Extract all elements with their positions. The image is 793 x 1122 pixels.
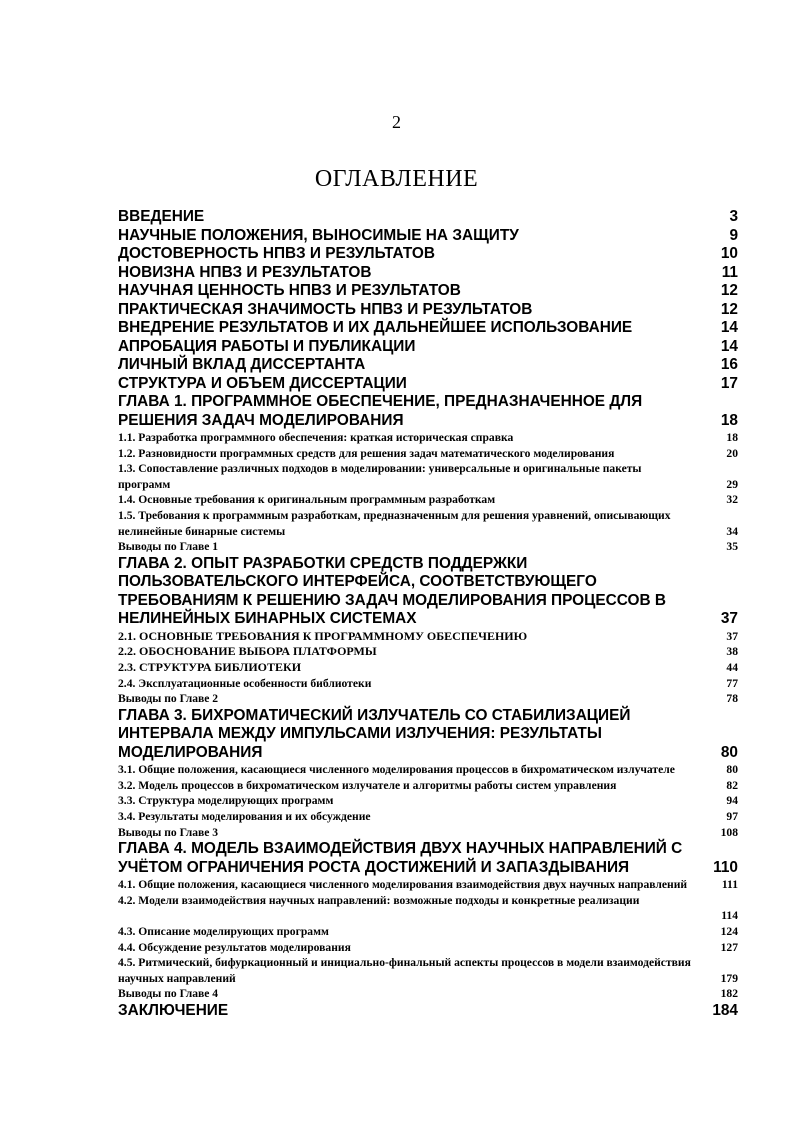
toc-entry-title: 1.4. Основные требования к оригинальным программным разработкам bbox=[118, 493, 496, 507]
toc-entry[interactable] bbox=[118, 539, 738, 555]
toc-entry-page: 29 bbox=[726, 477, 738, 491]
toc-entry[interactable] bbox=[118, 338, 738, 357]
toc-entry-page: 114 bbox=[721, 909, 738, 923]
toc-entry-title: ВНЕДРЕНИЕ РЕЗУЛЬТАТОВ И ИХ ДАЛЬНЕЙШЕЕ ИСПОЛЬЗОВАНИЕ bbox=[118, 319, 633, 336]
toc-entry-page: 80 bbox=[720, 743, 738, 761]
toc-entry-page: 111 bbox=[721, 878, 738, 892]
toc-entry-title: НАУЧНАЯ ЦЕННОСТЬ НПВЗ И РЕЗУЛЬТАТОВ bbox=[118, 282, 461, 299]
toc-entry-page: 14 bbox=[720, 337, 738, 355]
toc-entry-title: ГЛАВА 1. ПРОГРАММНОЕ ОБЕСПЕЧЕНИЕ, ПРЕДНАЗНАЧЕННОЕ ДЛЯ РЕШЕНИЯ ЗАДАЧ МОДЕЛИРОВАНИЯ bbox=[118, 393, 643, 429]
toc-entry-page: 14 bbox=[720, 319, 738, 336]
toc-entry-title: ДОСТОВЕРНОСТЬ НПВЗ И РЕЗУЛЬТАТОВ bbox=[118, 245, 435, 262]
toc-entry[interactable] bbox=[118, 940, 738, 956]
toc-entry[interactable] bbox=[118, 644, 738, 660]
toc-entry-page: 35 bbox=[726, 540, 738, 554]
toc-entry-title: 4.2. Модели взаимодействия научных направлений: возможные подходы и конкретные реализации bbox=[118, 893, 640, 907]
toc-entry[interactable] bbox=[118, 430, 738, 446]
toc-entry-page: 9 bbox=[729, 226, 738, 244]
toc-entry[interactable] bbox=[118, 461, 738, 492]
toc-entry-title: Выводы по Главе 2 bbox=[118, 692, 219, 706]
toc-entry-title: Выводы по Главе 3 bbox=[118, 825, 219, 839]
toc-entry-title: ВВЕДЕНИЕ bbox=[118, 208, 205, 225]
toc-entry-page: 37 bbox=[720, 610, 738, 628]
toc-entry-title: Выводы по Главе 1 bbox=[118, 540, 219, 554]
toc-entry-page: 18 bbox=[720, 411, 738, 429]
toc-entry-title: 2.2. ОБОСНОВАНИЕ ВЫБОРА ПЛАТФОРМЫ bbox=[118, 644, 377, 659]
toc-entry-page: 44 bbox=[726, 660, 738, 674]
toc-entry-title: СТРУКТУРА И ОБЪЕМ ДИССЕРТАЦИИ bbox=[118, 374, 407, 392]
toc-entry-title: 1.1. Разработка программного обеспечения: краткая историческая справка bbox=[118, 431, 514, 444]
toc-entry[interactable] bbox=[118, 301, 738, 320]
toc-entry-page: 18 bbox=[726, 431, 738, 444]
toc-entry-page: 80 bbox=[726, 763, 738, 777]
toc-entry-page: 179 bbox=[720, 971, 738, 985]
toc-entry-title: 2.4. Эксплуатационные особенности библиотеки bbox=[118, 676, 372, 690]
toc-entry[interactable] bbox=[118, 778, 738, 794]
toc-entry[interactable] bbox=[118, 691, 738, 707]
toc-entry-page: 127 bbox=[720, 940, 738, 954]
toc-entry[interactable] bbox=[118, 555, 738, 629]
toc-entry-title: АПРОБАЦИЯ РАБОТЫ И ПУБЛИКАЦИИ bbox=[118, 337, 416, 355]
toc-entry-title: ПРАКТИЧЕСКАЯ ЗНАЧИМОСТЬ НПВЗ И РЕЗУЛЬТАТОВ bbox=[118, 300, 533, 318]
toc-entry-title: 3.4. Результаты моделирования и их обсуждение bbox=[118, 810, 371, 823]
toc-entry-page: 108 bbox=[720, 825, 738, 839]
toc-entry-title: 3.1. Общие положения, касающиеся численного моделирования процессов в бихроматическом излучателе bbox=[118, 763, 675, 777]
toc-entry[interactable] bbox=[118, 227, 738, 246]
toc-entry[interactable] bbox=[118, 924, 738, 940]
toc-entry-title: 4.4. Обсуждение результатов моделирования bbox=[118, 940, 351, 954]
toc-entry[interactable] bbox=[118, 707, 738, 763]
toc-entry-title: ГЛАВА 2. ОПЫТ РАЗРАБОТКИ СРЕДСТВ ПОДДЕРЖКИ ПОЛЬЗОВАТЕЛЬСКОГО ИНТЕРФЕЙСА, СООТВЕТСТВУЮЩЕГО ТРЕБОВАНИЯМ К РЕШЕНИЮ ЗАДАЧ МОДЕЛИРОВАНИЯ ПРОЦЕССОВ В НЕЛИНЕЙНЫХ БИНАРНЫХ СИСТЕМАХ bbox=[118, 554, 666, 628]
toc-entry[interactable] bbox=[118, 629, 738, 645]
toc-entry-page: 82 bbox=[726, 778, 738, 792]
toc-entry-title: 2.3. СТРУКТУРА БИБЛИОТЕКИ bbox=[118, 659, 302, 674]
toc-entry[interactable] bbox=[118, 793, 738, 809]
toc-entry-title: НАУЧНЫЕ ПОЛОЖЕНИЯ, ВЫНОСИМЫЕ НА ЗАЩИТУ bbox=[118, 226, 519, 244]
toc-entry[interactable] bbox=[118, 986, 738, 1002]
toc-entry[interactable] bbox=[118, 762, 738, 778]
toc-entry-title: 1.5. Требования к программным разработкам, предназначенным для решения уравнений, описывающих нелинейные бинарные системы bbox=[118, 508, 671, 538]
toc-entry-title: 4.5. Ритмический, бифуркационный и инициально-финальный аспекты процессов в модели взаимодействия научных направлений bbox=[118, 956, 691, 985]
toc-entry-page: 124 bbox=[720, 924, 738, 938]
toc-entry-title: 3.2. Модель процессов в бихроматическом излучателе и алгоритмы работы систем управления bbox=[118, 778, 617, 792]
toc-entry-page: 16 bbox=[720, 356, 738, 373]
toc-entry-page: 77 bbox=[726, 676, 738, 690]
toc-entry-page: 94 bbox=[726, 794, 738, 808]
toc-entry[interactable] bbox=[118, 492, 738, 508]
toc-entry-page: 20 bbox=[726, 446, 738, 460]
toc-entry[interactable] bbox=[118, 676, 738, 692]
page-number: 2 bbox=[392, 112, 401, 132]
toc-entry[interactable] bbox=[118, 840, 738, 877]
toc-entry-title: 1.3. Сопоставление различных подходов в моделировании: универсальные и оригинальные пакеты программ bbox=[118, 462, 642, 491]
toc-entry-page: 3 bbox=[729, 208, 738, 225]
toc-entry[interactable] bbox=[118, 955, 738, 986]
toc-entry-page: 12 bbox=[720, 282, 738, 299]
toc-entry-page: 97 bbox=[726, 810, 738, 823]
toc-entry-page: 184 bbox=[712, 1001, 738, 1019]
toc-entry-title: ЗАКЛЮЧЕНИЕ bbox=[118, 1001, 229, 1019]
toc-entry[interactable] bbox=[118, 208, 738, 227]
toc-entry-page: 182 bbox=[720, 987, 738, 1001]
toc-entry-title: 4.3. Описание моделирующих программ bbox=[118, 924, 329, 938]
toc-entry-title: НОВИЗНА НПВЗ И РЕЗУЛЬТАТОВ bbox=[118, 263, 372, 281]
toc-entry-page: 37 bbox=[726, 629, 738, 643]
toc-entry-title: Выводы по Главе 4 bbox=[118, 987, 219, 1001]
toc-entry-page: 32 bbox=[726, 493, 738, 507]
toc-entry[interactable] bbox=[118, 319, 738, 338]
table-of-contents bbox=[118, 208, 738, 1020]
toc-entry[interactable] bbox=[118, 446, 738, 462]
toc-entry-page: 17 bbox=[720, 374, 738, 392]
toc-entry-page: 12 bbox=[720, 300, 738, 318]
toc-entry[interactable] bbox=[118, 282, 738, 301]
toc-entry[interactable] bbox=[118, 809, 738, 825]
toc-entry[interactable] bbox=[118, 375, 738, 394]
toc-entry[interactable] bbox=[118, 508, 738, 539]
toc-entry[interactable] bbox=[118, 356, 738, 375]
toc-entry[interactable] bbox=[118, 825, 738, 841]
toc-entry[interactable] bbox=[118, 877, 738, 893]
toc-entry[interactable] bbox=[118, 660, 738, 676]
toc-entry-page: 11 bbox=[721, 263, 738, 281]
toc-entry[interactable] bbox=[118, 264, 738, 283]
toc-entry-page: 34 bbox=[726, 524, 738, 538]
toc-entry-page: 10 bbox=[720, 245, 738, 262]
toc-entry-page: 78 bbox=[726, 692, 738, 706]
toc-entry-page: 38 bbox=[726, 645, 738, 659]
toc-entry-title: 4.1. Общие положения, касающиеся численного моделирования взаимодействия двух научных направлений bbox=[118, 878, 688, 892]
toc-entry-page: 110 bbox=[713, 858, 738, 876]
toc-entry-title: 3.3. Структура моделирующих программ bbox=[118, 794, 334, 808]
toc-entry-title: ЛИЧНЫЙ ВКЛАД ДИССЕРТАНТА bbox=[118, 356, 366, 373]
toc-entry[interactable] bbox=[118, 893, 738, 924]
toc-entry[interactable] bbox=[118, 393, 738, 430]
toc-entry-title: 2.1. ОСНОВНЫЕ ТРЕБОВАНИЯ К ПРОГРАММНОМУ ОБЕСПЕЧЕНИЮ bbox=[118, 628, 528, 643]
toc-entry-title: ГЛАВА 3. БИХРОМАТИЧЕСКИЙ ИЗЛУЧАТЕЛЬ СО СТАБИЛИЗАЦИЕЙ ИНТЕРВАЛА МЕЖДУ ИМПУЛЬСАМИ ИЗЛУЧЕНИЯ: РЕЗУЛЬТАТЫ МОДЕЛИРОВАНИЯ bbox=[118, 706, 631, 761]
toc-entry[interactable] bbox=[118, 1002, 738, 1021]
toc-entry[interactable] bbox=[118, 245, 738, 264]
toc-title: ОГЛАВЛЕНИЕ bbox=[314, 166, 479, 192]
toc-entry-title: ГЛАВА 4. МОДЕЛЬ ВЗАИМОДЕЙСТВИЯ ДВУХ НАУЧНЫХ НАПРАВЛЕНИЙ С УЧЁТОМ ОГРАНИЧЕНИЯ РОСТА ДОСТИЖЕНИЙ И ЗАПАЗДЫВАНИЯ bbox=[118, 840, 683, 876]
toc-entry-title: 1.2. Разновидности программных средств для решения задач математического моделирования bbox=[118, 446, 615, 460]
